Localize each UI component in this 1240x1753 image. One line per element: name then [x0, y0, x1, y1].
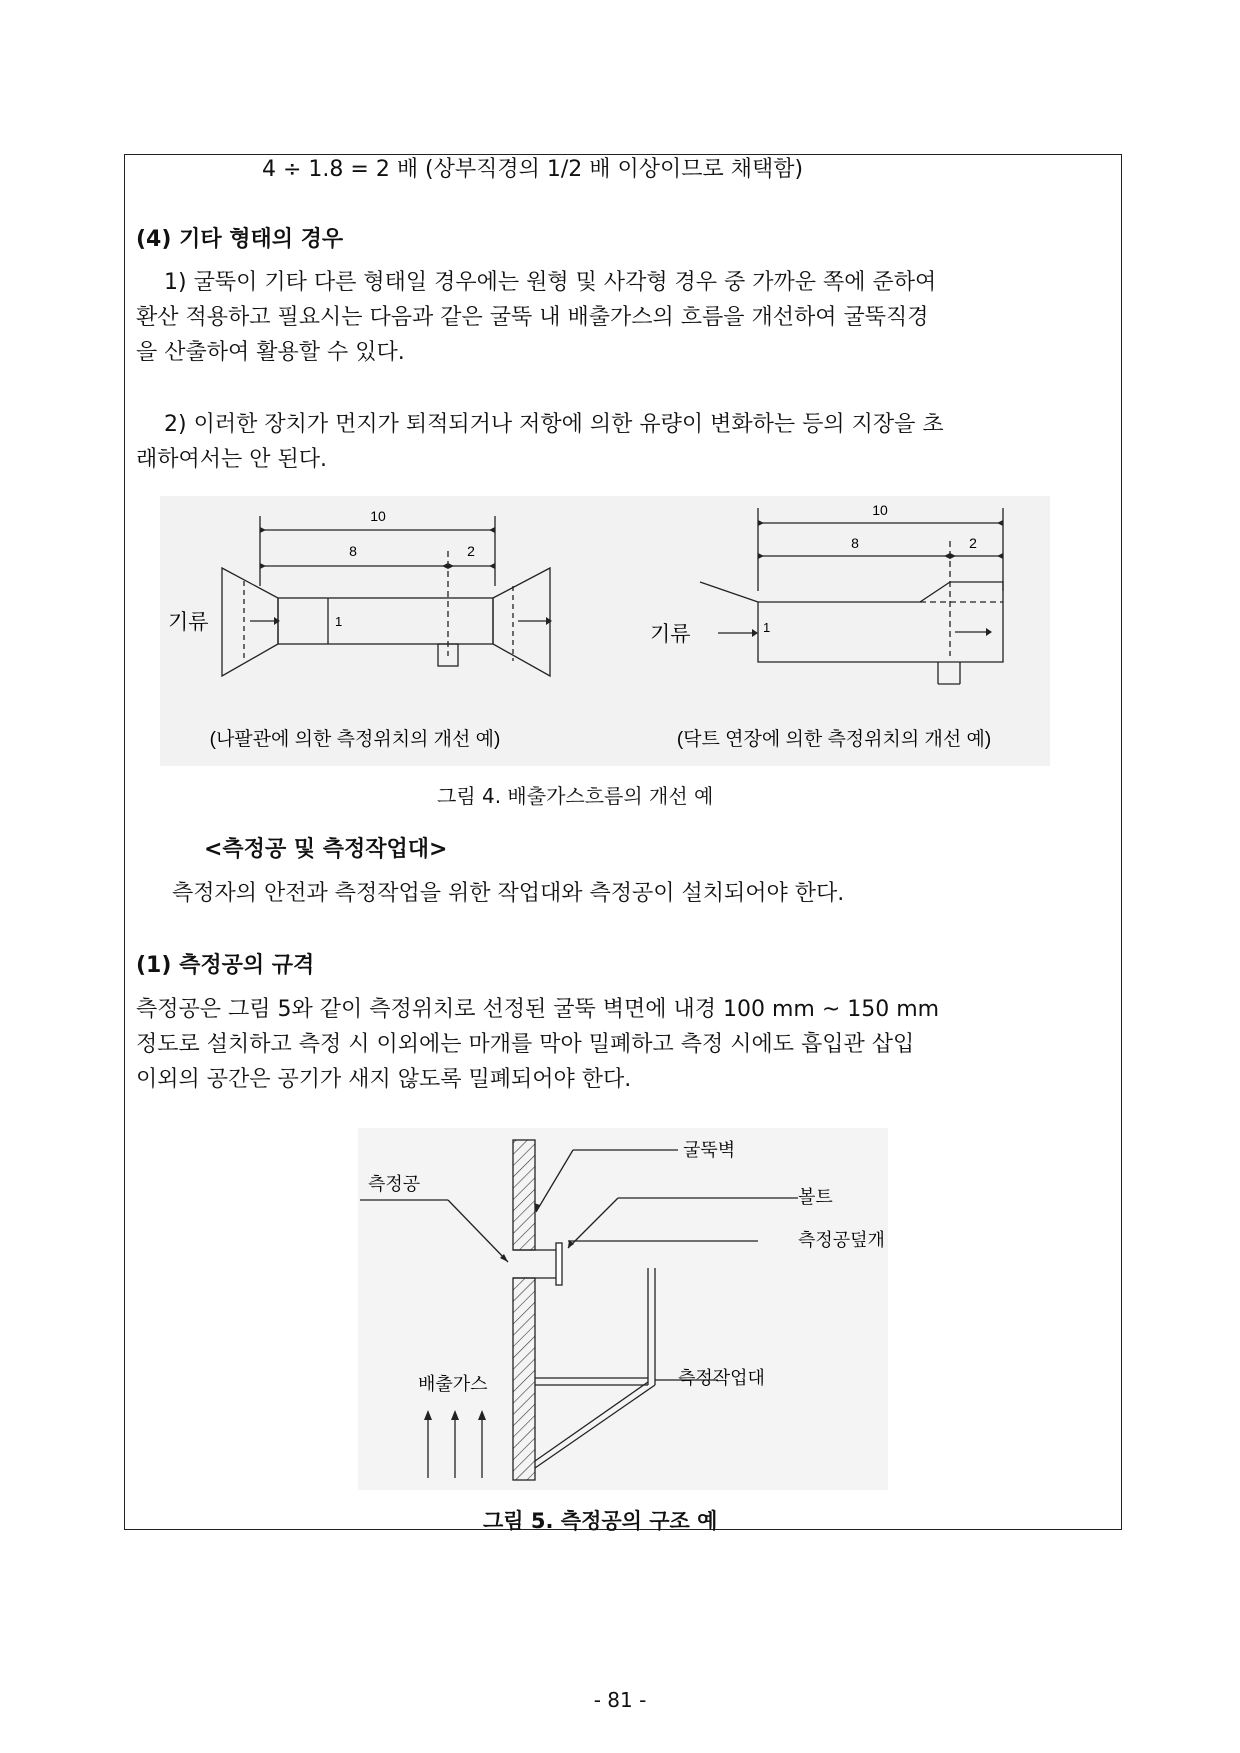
section-heading-port: <측정공 및 측정작업대>	[204, 837, 448, 862]
paragraph-line: 정도로 설치하고 측정 시 이외에는 마개를 막아 밀폐하고 측정 시에도 흡입관 삽입	[136, 1032, 915, 1057]
figure-5-image	[358, 1128, 888, 1490]
paragraph-line: 래하여서는 안 된다.	[136, 447, 327, 472]
label-platform: 측정작업대	[678, 1368, 765, 1388]
formula-line: 4 ÷ 1.8 = 2 배 (상부직경의 1/2 배 이상이므로 채택함)	[262, 157, 804, 182]
label-gas: 배출가스	[418, 1374, 488, 1394]
section-heading-4: (4) 기타 형태의 경우	[136, 227, 344, 252]
label-bolt: 볼트	[798, 1187, 833, 1207]
paragraph-line: 이외의 공간은 공기가 새지 않도록 밀폐되어야 한다.	[136, 1067, 632, 1092]
figure-4-image	[160, 496, 1050, 766]
subcaption-right: (닥트 연장에 의한 측정위치의 개선 예)	[676, 729, 992, 750]
page-number: - 81 -	[593, 1688, 647, 1712]
flow-label-left: 기류	[168, 611, 209, 634]
dim-b-left: 2	[467, 543, 475, 559]
subcaption-left: (나팔관에 의한 측정위치의 개선 예)	[209, 729, 501, 750]
label-port: 측정공	[368, 1174, 421, 1194]
dim-b-right: 2	[969, 535, 977, 551]
figure-5-caption: 그림 5. 측정공의 구조 예	[483, 1509, 718, 1533]
dim-a-left: 8	[349, 543, 357, 559]
dim-total-left: 10	[370, 508, 386, 524]
paragraph-line: 측정자의 안전과 측정작업을 위한 작업대와 측정공이 설치되어야 한다.	[172, 881, 845, 906]
label-wall: 굴뚝벽	[683, 1140, 736, 1160]
paragraph-line: 2) 이러한 장치가 먼지가 퇴적되거나 저항에 의한 유량이 변화하는 등의 지장을 초	[164, 412, 944, 437]
paragraph-line: 1) 굴뚝이 기타 다른 형태일 경우에는 원형 및 사각형 경우 중 가까운 쪽에 준하여	[164, 270, 937, 295]
paragraph-line: 을 산출하여 활용할 수 있다.	[136, 340, 405, 365]
paragraph-line: 환산 적용하고 필요시는 다음과 같은 굴뚝 내 배출가스의 흐름을 개선하여 굴뚝직경	[136, 305, 929, 330]
dim-a-right: 8	[851, 535, 859, 551]
inner-label-left: 1	[335, 614, 343, 629]
figure-4-caption: 그림 4. 배출가스흐름의 개선 예	[437, 784, 714, 808]
label-cover: 측정공덮개	[798, 1230, 885, 1250]
flow-label-right: 기류	[650, 623, 691, 646]
section-heading-1: (1) 측정공의 규격	[136, 953, 315, 978]
dim-total-right: 10	[872, 502, 888, 518]
inner-label-right: 1	[763, 620, 771, 635]
paragraph-line: 측정공은 그림 5와 같이 측정위치로 선정된 굴뚝 벽면에 내경 100 mm ~ 150 mm	[136, 997, 940, 1022]
